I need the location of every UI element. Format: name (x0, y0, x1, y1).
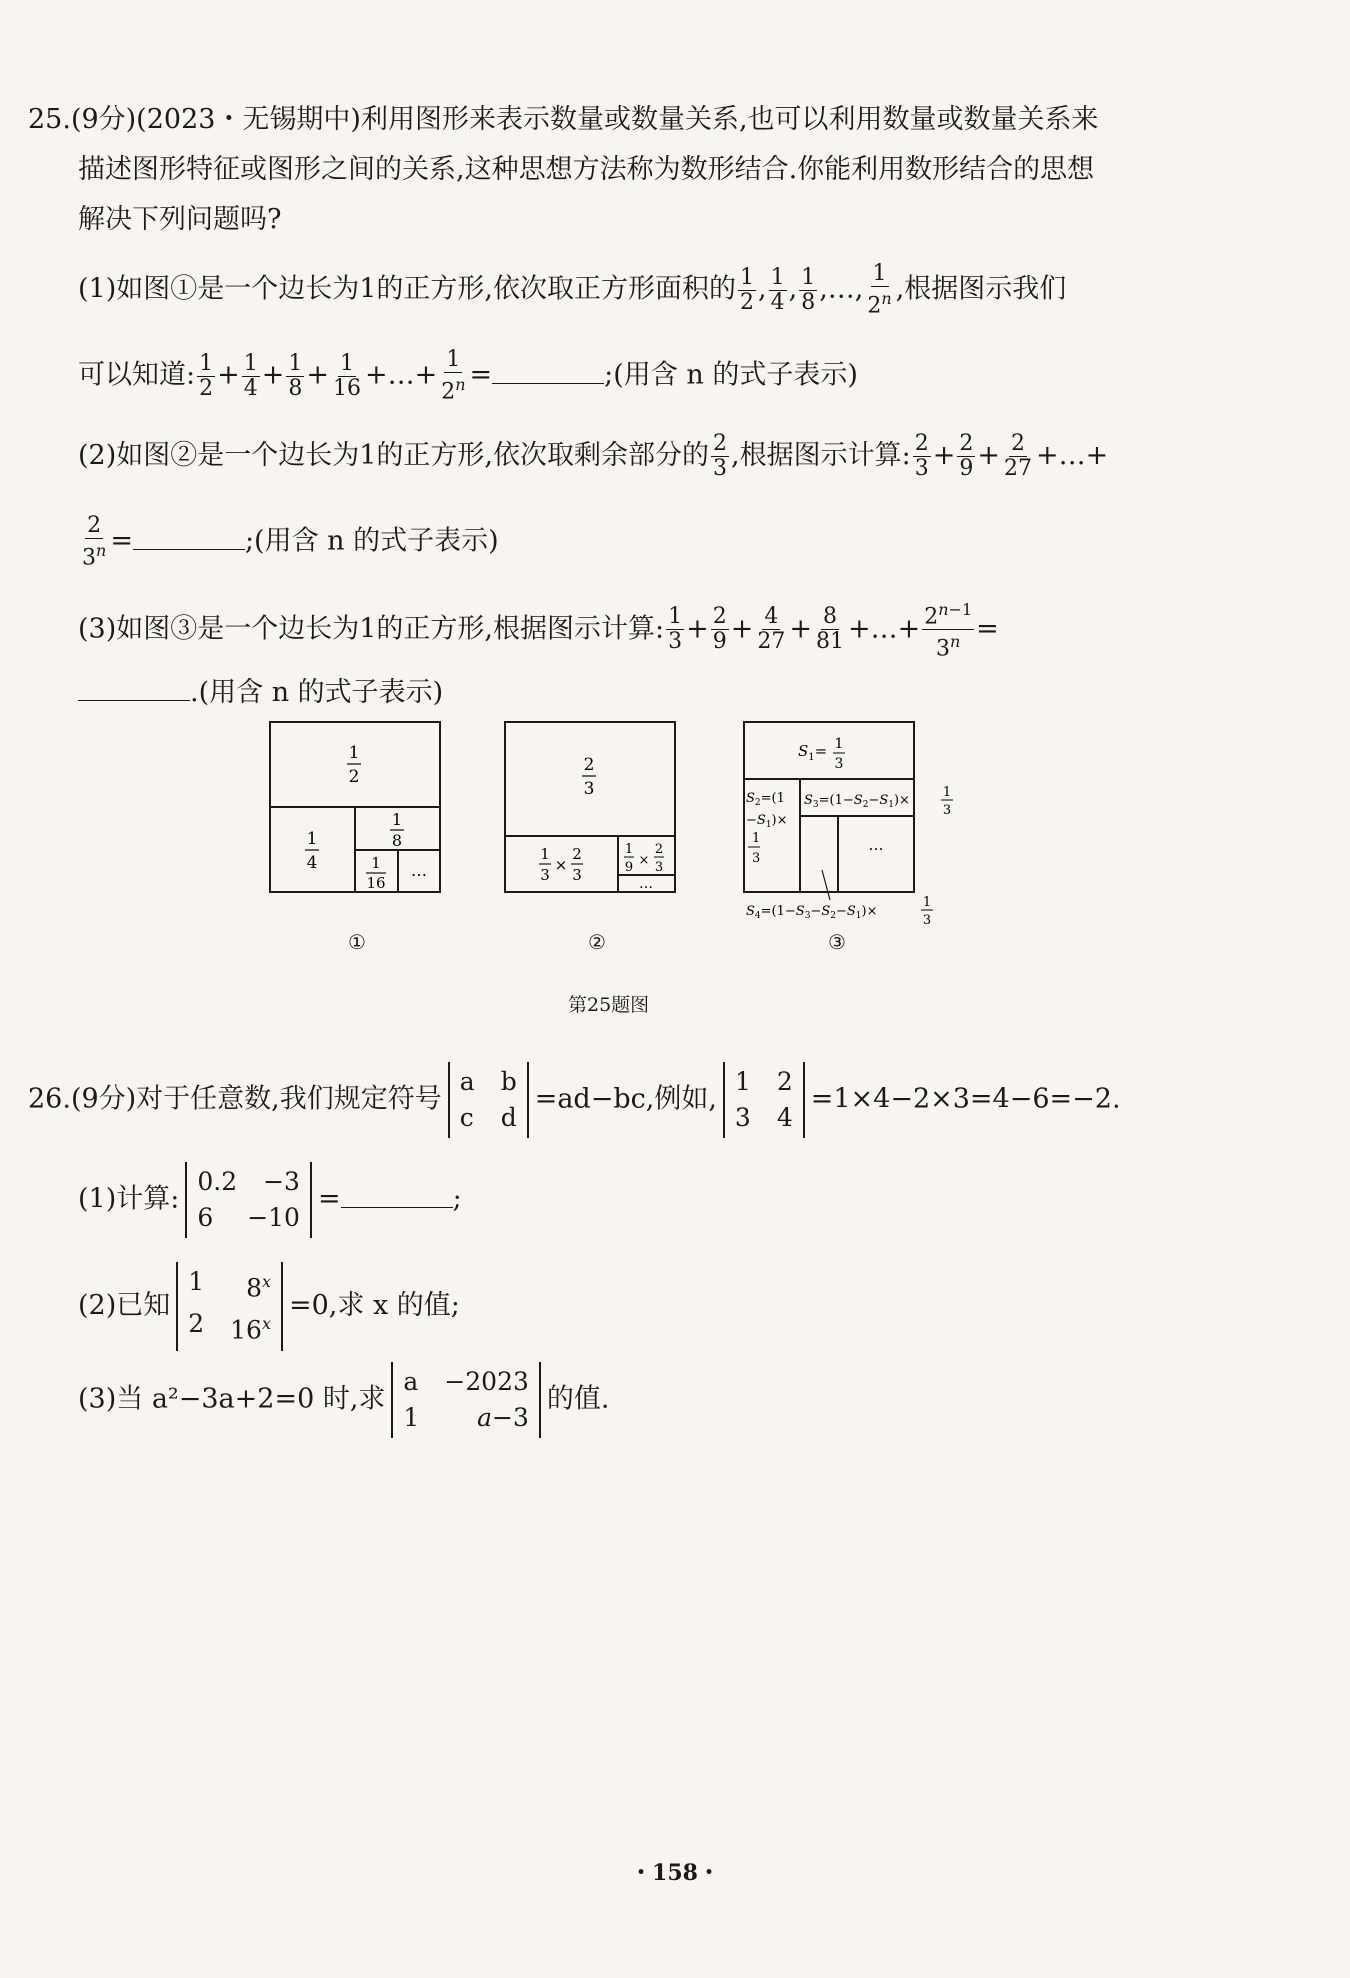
answer-blank[interactable] (78, 672, 190, 701)
q25-part2-line2: $\frac{2}{3^n}$ = ;(用含 n 的式子表示) (82, 513, 499, 571)
answer-blank[interactable] (133, 521, 245, 550)
q26-part3: (3)当 a²−3a+2=0 时,求 a −2023 1 a−3 的值. (78, 1362, 1218, 1438)
svg-text:3: 3 (572, 866, 582, 884)
figure-1 (268, 720, 448, 896)
figure-2-label: ② (588, 930, 606, 954)
svg-text:S4=(1−S3−S2−S1)×: $S_4=(1-S_3-S_2-S_1)\times$ (746, 904, 878, 921)
svg-text:4: 4 (306, 853, 318, 873)
svg-text:3: 3 (540, 866, 550, 884)
svg-text:×: × (638, 853, 650, 868)
svg-text:3: 3 (583, 779, 595, 799)
svg-text:3: 3 (942, 803, 952, 818)
q26-line1: 26.(9分)对于任意数,我们规定符号 a b c d =ad−bc,例如, 1 2 3 4 =1×4−2×3=4−6=−2. (28, 1062, 1168, 1138)
q25-part1-line2: 可以知道: $\frac{1}{2}$ + $\frac{1}{4}$ + $\frac{1}{8}$ + $\frac{1}{16}$ +…+ $\frac{1}{2^n}$ = ;(用含 n 的式子表示) (78, 347, 858, 405)
q25-line3: 解决下列问题吗? (78, 204, 282, 235)
determinant-definition: a b c d (448, 1062, 529, 1138)
figure-caption: 第25题图 (568, 994, 650, 1016)
q26-part2: (2)已知 1 8$^x$ 2 $16^x$ =0,求 x 的值; (78, 1262, 1218, 1351)
svg-text:1: 1 (348, 743, 360, 763)
svg-text:S1=: $S_1=$ (798, 742, 828, 763)
svg-text:S3=(1−S2−S1)×: $S_3=(1-S_2-S_1)\times$ (804, 793, 910, 810)
q25-part2-line1: (2)如图②是一个边长为1的正方形,依次取剩余部分的 $\frac{2}{3}$ ,根据图示计算: $\frac{2}{3}$ + $\frac{2}{9}$ + $\frac{2}{27}$ +…+ (78, 431, 1109, 481)
q25-part3-line2: .(用含 n 的式子表示) (78, 672, 1218, 713)
page-number: ・158・ (630, 1860, 720, 1886)
svg-text:1: 1 (540, 845, 550, 863)
figure-3 (742, 720, 972, 930)
svg-text:−S1)×: $-S_1)\times$ (746, 813, 788, 830)
answer-blank[interactable] (341, 1179, 453, 1208)
svg-text:2: 2 (654, 842, 664, 857)
svg-text:1: 1 (922, 895, 932, 910)
svg-text:2: 2 (572, 845, 582, 863)
determinant-part1: 0.2 −3 6 −10 (185, 1162, 312, 1238)
svg-text:1: 1 (752, 831, 761, 846)
svg-text:…: … (411, 861, 427, 880)
q25-part3-line1: (3)如图③是一个边长为1的正方形,根据图示计算: $\frac{1}{3}$ + $\frac{2}{9}$ + $\frac{4}{27}$ + $\frac{8}{81}$ +…+ $\frac{2^{n-1}}{3^n}$ = (78, 600, 999, 662)
figure-1-label: ① (348, 930, 366, 954)
svg-text:1: 1 (371, 854, 381, 872)
svg-text:3: 3 (834, 756, 844, 772)
figure-2 (503, 720, 683, 896)
svg-text:2: 2 (583, 755, 595, 775)
svg-text:1: 1 (391, 810, 403, 829)
determinant-part2: 1 8$^x$ 2 16$^x$ (176, 1262, 283, 1351)
determinant-part3: a −2023 1 a−3 (391, 1362, 540, 1438)
svg-text:S2=(1: $S_2=(1$ (746, 791, 785, 808)
svg-text:1: 1 (624, 842, 634, 857)
q25-line2: 描述图形特征或图形之间的关系,这种思想方法称为数形结合.你能利用数形结合的思想 (78, 154, 1095, 185)
svg-text:16: 16 (366, 874, 386, 892)
q25-part1-line1: (1)如图①是一个边长为1的正方形,依次取正方形面积的 $\frac{1}{2}$ , $\frac{1}{4}$ , $\frac{1}{8}$ ,…, $\frac{1}{2^n}$ ,根据图示我们 (78, 261, 1067, 319)
svg-text:3: 3 (752, 851, 761, 866)
svg-text:3: 3 (922, 913, 932, 928)
svg-text:9: 9 (624, 860, 634, 875)
q26-part1: (1)计算: 0.2 −3 6 −10 = ; (78, 1162, 1218, 1238)
svg-text:1: 1 (306, 829, 318, 849)
svg-text:8: 8 (391, 831, 403, 850)
svg-text:…: … (868, 836, 884, 854)
svg-text:3: 3 (654, 860, 664, 875)
svg-text:…: … (639, 876, 653, 892)
svg-text:2: 2 (348, 767, 360, 787)
figure-3-label: ③ (828, 930, 846, 954)
svg-text:×: × (554, 856, 568, 874)
determinant-example: 1 2 3 4 (723, 1062, 805, 1138)
answer-blank[interactable] (492, 355, 604, 384)
q25-line1: 25.(9分)(2023・无锡期中)利用图形来表示数量或数量关系,也可以利用数量或数量关系来 (28, 104, 1099, 135)
svg-text:1: 1 (942, 785, 952, 800)
svg-text:1: 1 (834, 736, 844, 752)
